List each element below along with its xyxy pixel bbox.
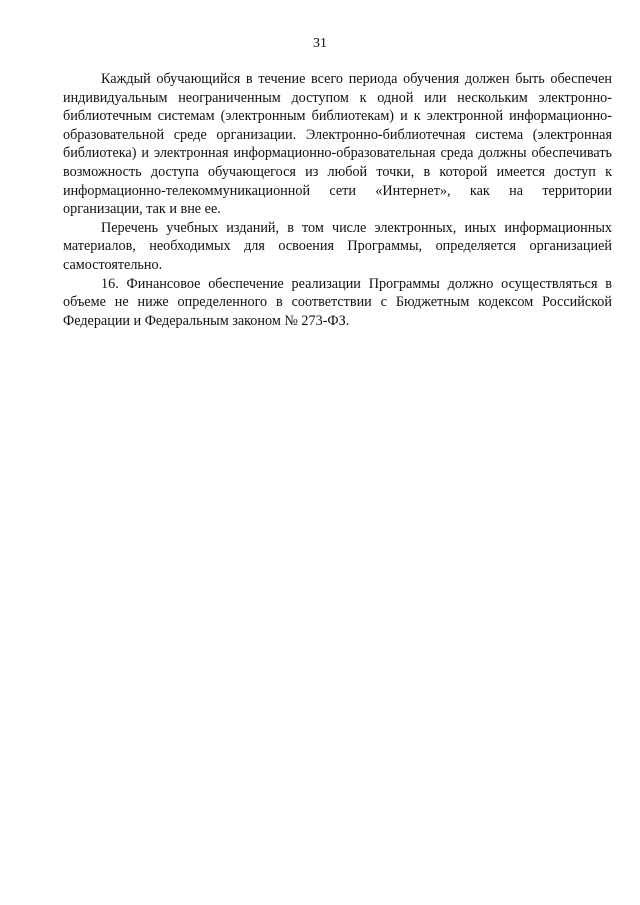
paragraph-educational-materials: Перечень учебных изданий, в том числе электронных, иных информационных материалов, необходимых для освоения Программы, определяется организацией самостоятельно. xyxy=(63,219,612,273)
paragraph-financial-provision: 16. Финансовое обеспечение реализации Программы должно осуществляться в объеме не ниже определенного в соответствии с Бюджетным кодексом Российской Федерации и Федеральным законом № 273-ФЗ. xyxy=(63,275,612,329)
page-number: 31 xyxy=(313,36,327,51)
paragraph-electronic-access: Каждый обучающийся в течение всего периода обучения должен быть обеспечен индивидуальным неограниченным доступом к одной или нескольким электронно-библиотечным системам (электронным библиотекам) и к электронной информационно-образовательной среде организации. Электронно-библиотечная система (электронная библиотека) и электронная информационно-образовательная среда должны обеспечивать возможность доступа обучающегося из любой точки, в которой имеется доступ к информационно-телекоммуникационной сети «Интернет», как на территории организации, так и вне ее. xyxy=(63,71,612,218)
document-body xyxy=(63,70,612,330)
